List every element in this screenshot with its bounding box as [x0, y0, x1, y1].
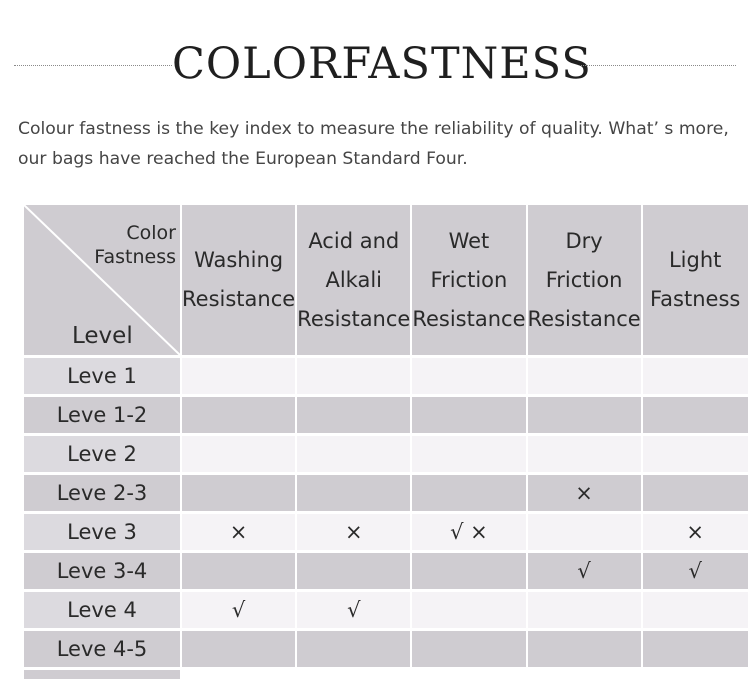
rating-cell — [412, 436, 525, 472]
rating-cell — [412, 592, 525, 628]
colorfastness-table — [22, 202, 750, 670]
row-label: Leve 4 — [24, 592, 180, 628]
rating-cell — [528, 631, 641, 667]
dotted-divider-left — [14, 65, 172, 66]
column-header-washing: Washing Resistance — [182, 205, 295, 355]
dotted-divider-right — [579, 65, 736, 66]
row-label: Leve 3 — [24, 514, 180, 550]
rating-cell — [182, 358, 295, 394]
rating-cell: × — [297, 514, 410, 550]
table-row — [24, 475, 748, 511]
rating-cell — [412, 553, 525, 589]
rating-cell — [528, 514, 641, 550]
rating-cell — [412, 358, 525, 394]
corner-label-level: Level — [72, 323, 133, 349]
rating-cell — [182, 436, 295, 472]
rating-cell — [643, 631, 748, 667]
rating-cell: × — [643, 514, 748, 550]
table-row — [24, 397, 748, 433]
rating-cell — [412, 631, 525, 667]
rating-cell — [182, 631, 295, 667]
rating-cell — [297, 475, 410, 511]
corner-label-colorfastness: Color Fastness — [94, 222, 176, 268]
rating-cell — [297, 358, 410, 394]
intro-paragraph: Colour fastness is the key index to measure the reliability of quality. What’ s more, our bags have reached the European Standard Four. — [18, 119, 729, 169]
row-label: Leve 2-3 — [24, 475, 180, 511]
rating-cell: √ — [297, 592, 410, 628]
row-label: Leve 1-2 — [24, 397, 180, 433]
column-header-dry-friction: Dry Friction Resistance — [528, 205, 641, 355]
rating-cell — [528, 397, 641, 433]
rating-cell: √ — [643, 553, 748, 589]
row-label: Leve 3-4 — [24, 553, 180, 589]
rating-cell — [643, 475, 748, 511]
rating-cell: √ — [528, 553, 641, 589]
column-header-acid-alkali: Acid and Alkali Resistance — [297, 205, 410, 355]
corner-header — [24, 205, 180, 355]
row-label: Leve 4-5 — [24, 631, 180, 667]
table-row — [24, 436, 748, 472]
table-continuation — [24, 670, 180, 679]
section-heading — [0, 38, 750, 90]
column-header-light-fastness: Light Fastness — [643, 205, 748, 355]
table-row — [24, 592, 748, 628]
table-row — [24, 553, 748, 589]
rating-cell — [643, 358, 748, 394]
rating-cell: × — [182, 514, 295, 550]
rating-cell — [643, 436, 748, 472]
table-row — [24, 514, 748, 550]
table-header-row — [24, 205, 748, 355]
rating-cell — [297, 553, 410, 589]
row-label: Leve 2 — [24, 436, 180, 472]
page-title: COLORFASTNESS — [172, 39, 592, 89]
column-header-wet-friction: Wet Friction Resistance — [412, 205, 525, 355]
table-row — [24, 631, 748, 667]
rating-cell — [643, 397, 748, 433]
rating-cell — [528, 436, 641, 472]
rating-cell — [182, 475, 295, 511]
rating-cell: × — [528, 475, 641, 511]
rating-cell — [297, 436, 410, 472]
rating-cell: √ — [182, 592, 295, 628]
rating-cell — [412, 475, 525, 511]
rating-cell — [528, 358, 641, 394]
rating-cell — [412, 397, 525, 433]
rating-cell — [643, 592, 748, 628]
rating-cell — [528, 592, 641, 628]
table-row — [24, 358, 748, 394]
rating-cell — [297, 631, 410, 667]
rating-cell — [182, 397, 295, 433]
rating-cell — [297, 397, 410, 433]
row-label: Leve 1 — [24, 358, 180, 394]
rating-cell: √ × — [412, 514, 525, 550]
rating-cell — [182, 553, 295, 589]
